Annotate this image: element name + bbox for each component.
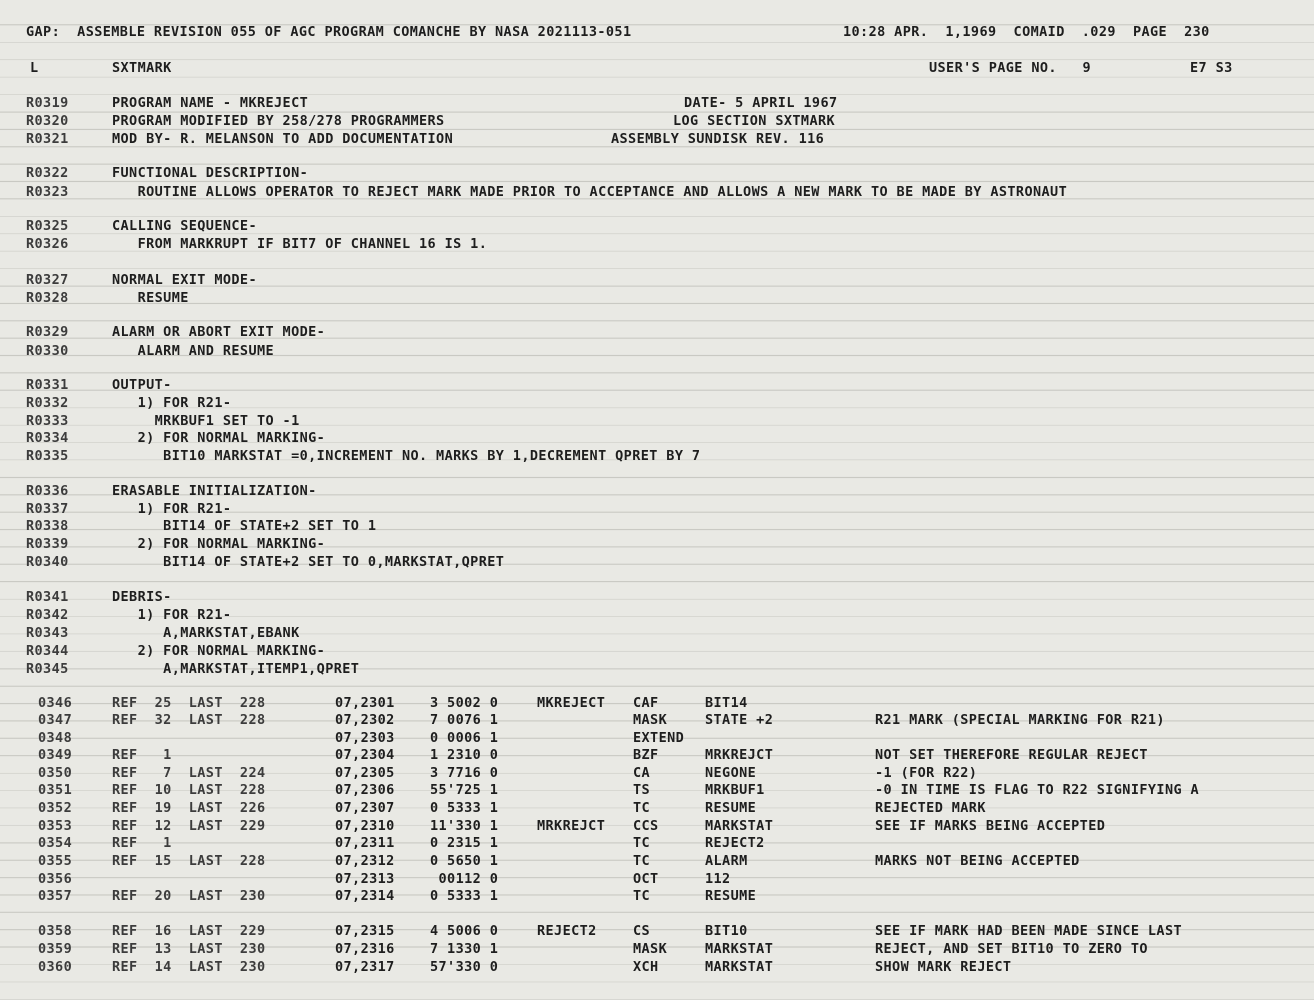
line-number: R0341	[26, 589, 69, 605]
comment-line	[0, 447, 1314, 465]
comment-text: A,MARKSTAT,ITEMP1,QPRET	[112, 661, 360, 677]
comment-text: 2) FOR NORMAL MARKING-	[112, 430, 326, 446]
line-number: 0359	[38, 941, 73, 957]
octal-word: 1 2310 0	[430, 747, 499, 763]
line-number: R0325	[26, 218, 69, 234]
line-number: 0346	[38, 695, 73, 711]
comment-text: RESUME	[112, 290, 189, 306]
octal-word: 0 5333 1	[430, 888, 499, 904]
comment-line	[0, 482, 1314, 500]
octal-word: 57'330 0	[430, 959, 499, 975]
operand: NEGONE	[705, 765, 757, 781]
code-line	[0, 940, 1314, 958]
opcode: TC	[633, 888, 651, 904]
opcode: CS	[633, 923, 651, 939]
comment-line	[0, 376, 1314, 394]
line-number: R0336	[26, 483, 69, 499]
line-number: R0338	[26, 518, 69, 534]
line-number: R0329	[26, 324, 69, 340]
section-code: E7 S3	[1190, 60, 1233, 76]
page-header	[0, 23, 1314, 41]
line-number: 0357	[38, 888, 73, 904]
comment-line	[0, 164, 1314, 182]
comment-line	[0, 342, 1314, 360]
label-field: MKREJECT	[537, 695, 606, 711]
comment-text: ALARM OR ABORT EXIT MODE-	[112, 324, 326, 340]
code-comment: REJECTED MARK	[875, 800, 986, 816]
code-comment: R21 MARK (SPECIAL MARKING FOR R21)	[875, 712, 1165, 728]
address: 07,2301	[335, 695, 395, 711]
comment-text: 2) FOR NORMAL MARKING-	[112, 536, 326, 552]
ref-field: REF 16 LAST 229	[112, 923, 266, 939]
code-comment: -0 IN TIME IS FLAG TO R22 SIGNIFYING A	[875, 782, 1200, 798]
octal-word: 0 0006 1	[430, 730, 499, 746]
code-line	[0, 799, 1314, 817]
address: 07,2312	[335, 853, 395, 869]
line-number: R0332	[26, 395, 69, 411]
opcode: MASK	[633, 941, 668, 957]
code-line	[0, 817, 1314, 835]
ref-field: REF 13 LAST 230	[112, 941, 266, 957]
comment-text: MOD BY- R. MELANSON TO ADD DOCUMENTATION	[112, 131, 454, 147]
code-comment: REJECT, AND SET BIT10 TO ZERO TO	[875, 941, 1148, 957]
comment-line	[0, 112, 1314, 130]
octal-word: 3 5002 0	[430, 695, 499, 711]
operand: MRKREJCT	[705, 747, 774, 763]
operand: BIT14	[705, 695, 748, 711]
operand: REJECT2	[705, 835, 765, 851]
comment-line	[0, 183, 1314, 201]
comment-line	[0, 624, 1314, 642]
line-number: R0345	[26, 661, 69, 677]
code-line	[0, 694, 1314, 712]
log-section-name: SXTMARK	[112, 60, 172, 76]
line-number: R0337	[26, 501, 69, 517]
line-number: R0333	[26, 413, 69, 429]
comment-text: PROGRAM NAME - MKREJECT	[112, 95, 309, 111]
code-line	[0, 870, 1314, 888]
line-number: R0319	[26, 95, 69, 111]
line-number: R0326	[26, 236, 69, 252]
comment-text: BIT14 OF STATE+2 SET TO 0,MARKSTAT,QPRET	[112, 554, 505, 570]
header-title: GAP: ASSEMBLE REVISION 055 OF AGC PROGRAM COMANCHE BY NASA 2021113-051	[26, 24, 632, 40]
line-number: R0344	[26, 643, 69, 659]
comment-line	[0, 606, 1314, 624]
operand: MARKSTAT	[705, 959, 774, 975]
line-number: 0354	[38, 835, 73, 851]
label-field: REJECT2	[537, 923, 597, 939]
opcode: EXTEND	[633, 730, 685, 746]
line-number: 0349	[38, 747, 73, 763]
comment-line	[0, 394, 1314, 412]
operand: MRKBUF1	[705, 782, 765, 798]
line-number: 0356	[38, 871, 73, 887]
code-line	[0, 781, 1314, 799]
octal-word: 55'725 1	[430, 782, 499, 798]
line-number: R0334	[26, 430, 69, 446]
operand: 112	[705, 871, 731, 887]
operand: RESUME	[705, 888, 757, 904]
comment-right: DATE- 5 APRIL 1967	[684, 95, 838, 111]
opcode: CA	[633, 765, 651, 781]
code-comment: SHOW MARK REJECT	[875, 959, 1012, 975]
comment-text: 1) FOR R21-	[112, 607, 232, 623]
ref-field: REF 32 LAST 228	[112, 712, 266, 728]
code-comment: SEE IF MARK HAD BEEN MADE SINCE LAST	[875, 923, 1182, 939]
line-number: 0353	[38, 818, 73, 834]
octal-word: 11'330 1	[430, 818, 499, 834]
octal-word: 0 2315 1	[430, 835, 499, 851]
code-line	[0, 764, 1314, 782]
comment-text: NORMAL EXIT MODE-	[112, 272, 257, 288]
ref-field: REF 1	[112, 835, 172, 851]
line-number: R0328	[26, 290, 69, 306]
line-number: R0327	[26, 272, 69, 288]
comment-line	[0, 553, 1314, 571]
opcode: MASK	[633, 712, 668, 728]
address: 07,2316	[335, 941, 395, 957]
code-line	[0, 958, 1314, 976]
opcode: CAF	[633, 695, 659, 711]
label-field: MRKREJCT	[537, 818, 606, 834]
opcode: TC	[633, 853, 651, 869]
comment-text: ALARM AND RESUME	[112, 343, 275, 359]
comment-text: 2) FOR NORMAL MARKING-	[112, 643, 326, 659]
code-line	[0, 746, 1314, 764]
line-number: 0350	[38, 765, 73, 781]
opcode: CCS	[633, 818, 659, 834]
comment-right: LOG SECTION SXTMARK	[673, 113, 836, 129]
code-comment: MARKS NOT BEING ACCEPTED	[875, 853, 1080, 869]
comment-text: CALLING SEQUENCE-	[112, 218, 257, 234]
comment-line	[0, 289, 1314, 307]
address: 07,2304	[335, 747, 395, 763]
opcode: XCH	[633, 959, 659, 975]
address: 07,2314	[335, 888, 395, 904]
comment-line	[0, 429, 1314, 447]
code-line	[0, 922, 1314, 940]
address: 07,2306	[335, 782, 395, 798]
comment-line	[0, 323, 1314, 341]
octal-word: 00112 0	[430, 871, 499, 887]
line-number: R0335	[26, 448, 69, 464]
comment-text: PROGRAM MODIFIED BY 258/278 PROGRAMMERS	[112, 113, 445, 129]
comment-line	[0, 235, 1314, 253]
code-line	[0, 852, 1314, 870]
comment-line	[0, 130, 1314, 148]
line-number: R0339	[26, 536, 69, 552]
ref-field: REF 15 LAST 228	[112, 853, 266, 869]
comment-text: OUTPUT-	[112, 377, 172, 393]
users-page-number: USER'S PAGE NO. 9	[929, 60, 1092, 76]
comment-text: FROM MARKRUPT IF BIT7 OF CHANNEL 16 IS 1.	[112, 236, 488, 252]
address: 07,2302	[335, 712, 395, 728]
operand: BIT10	[705, 923, 748, 939]
code-line	[0, 887, 1314, 905]
octal-word: 7 0076 1	[430, 712, 499, 728]
comment-text: FUNCTIONAL DESCRIPTION-	[112, 165, 309, 181]
code-line	[0, 711, 1314, 729]
comment-text: A,MARKSTAT,EBANK	[112, 625, 300, 641]
address: 07,2307	[335, 800, 395, 816]
ref-field: REF 19 LAST 226	[112, 800, 266, 816]
line-number: R0321	[26, 131, 69, 147]
opcode: TS	[633, 782, 651, 798]
octal-word: 7 1330 1	[430, 941, 499, 957]
code-line	[0, 729, 1314, 747]
comment-line	[0, 517, 1314, 535]
ref-field: REF 20 LAST 230	[112, 888, 266, 904]
code-comment: SEE IF MARKS BEING ACCEPTED	[875, 818, 1106, 834]
comment-text: 1) FOR R21-	[112, 501, 232, 517]
comment-line	[0, 271, 1314, 289]
comment-text: 1) FOR R21-	[112, 395, 232, 411]
address: 07,2315	[335, 923, 395, 939]
comment-text: ERASABLE INITIALIZATION-	[112, 483, 317, 499]
opcode: TC	[633, 800, 651, 816]
address: 07,2313	[335, 871, 395, 887]
line-number: R0343	[26, 625, 69, 641]
comment-line	[0, 500, 1314, 518]
opcode: OCT	[633, 871, 659, 887]
address: 07,2303	[335, 730, 395, 746]
comment-line	[0, 412, 1314, 430]
header-date-page: 10:28 APR. 1,1969 COMAID .029 PAGE 230	[843, 24, 1210, 40]
line-number: 0348	[38, 730, 73, 746]
comment-right: ASSEMBLY SUNDISK REV. 116	[611, 131, 825, 147]
line-number: R0331	[26, 377, 69, 393]
comment-text: BIT10 MARKSTAT =0,INCREMENT NO. MARKS BY 1,DECREMENT QPRET BY 7	[112, 448, 701, 464]
subheader-marker: L	[30, 60, 39, 76]
operand: MARKSTAT	[705, 818, 774, 834]
ref-field: REF 12 LAST 229	[112, 818, 266, 834]
line-number: 0351	[38, 782, 73, 798]
page-subheader	[0, 59, 1314, 77]
line-number: R0320	[26, 113, 69, 129]
comment-line	[0, 660, 1314, 678]
ref-field: REF 1	[112, 747, 172, 763]
operand: STATE +2	[705, 712, 774, 728]
line-number: 0358	[38, 923, 73, 939]
code-line	[0, 834, 1314, 852]
ref-field: REF 7 LAST 224	[112, 765, 266, 781]
opcode: BZF	[633, 747, 659, 763]
octal-word: 0 5333 1	[430, 800, 499, 816]
operand: MARKSTAT	[705, 941, 774, 957]
line-number: 0360	[38, 959, 73, 975]
ref-field: REF 14 LAST 230	[112, 959, 266, 975]
operand: RESUME	[705, 800, 757, 816]
comment-line	[0, 588, 1314, 606]
line-number: R0330	[26, 343, 69, 359]
ref-field: REF 25 LAST 228	[112, 695, 266, 711]
octal-word: 0 5650 1	[430, 853, 499, 869]
address: 07,2317	[335, 959, 395, 975]
comment-line	[0, 535, 1314, 553]
line-number: R0322	[26, 165, 69, 181]
line-number: 0352	[38, 800, 73, 816]
comment-line	[0, 94, 1314, 112]
line-number: R0342	[26, 607, 69, 623]
comment-text: ROUTINE ALLOWS OPERATOR TO REJECT MARK MADE PRIOR TO ACCEPTANCE AND ALLOWS A NEW MARK TO BE MADE BY ASTRONAUT	[112, 184, 1068, 200]
address: 07,2310	[335, 818, 395, 834]
opcode: TC	[633, 835, 651, 851]
line-number: R0323	[26, 184, 69, 200]
address: 07,2311	[335, 835, 395, 851]
comment-text: MRKBUF1 SET TO -1	[112, 413, 300, 429]
octal-word: 4 5006 0	[430, 923, 499, 939]
comment-text: DEBRIS-	[112, 589, 172, 605]
line-number: 0355	[38, 853, 73, 869]
ref-field: REF 10 LAST 228	[112, 782, 266, 798]
line-number: 0347	[38, 712, 73, 728]
comment-line	[0, 642, 1314, 660]
comment-text: BIT14 OF STATE+2 SET TO 1	[112, 518, 377, 534]
line-number: R0340	[26, 554, 69, 570]
operand: ALARM	[705, 853, 748, 869]
code-comment: -1 (FOR R22)	[875, 765, 978, 781]
comment-line	[0, 217, 1314, 235]
octal-word: 3 7716 0	[430, 765, 499, 781]
code-comment: NOT SET THEREFORE REGULAR REJECT	[875, 747, 1148, 763]
address: 07,2305	[335, 765, 395, 781]
